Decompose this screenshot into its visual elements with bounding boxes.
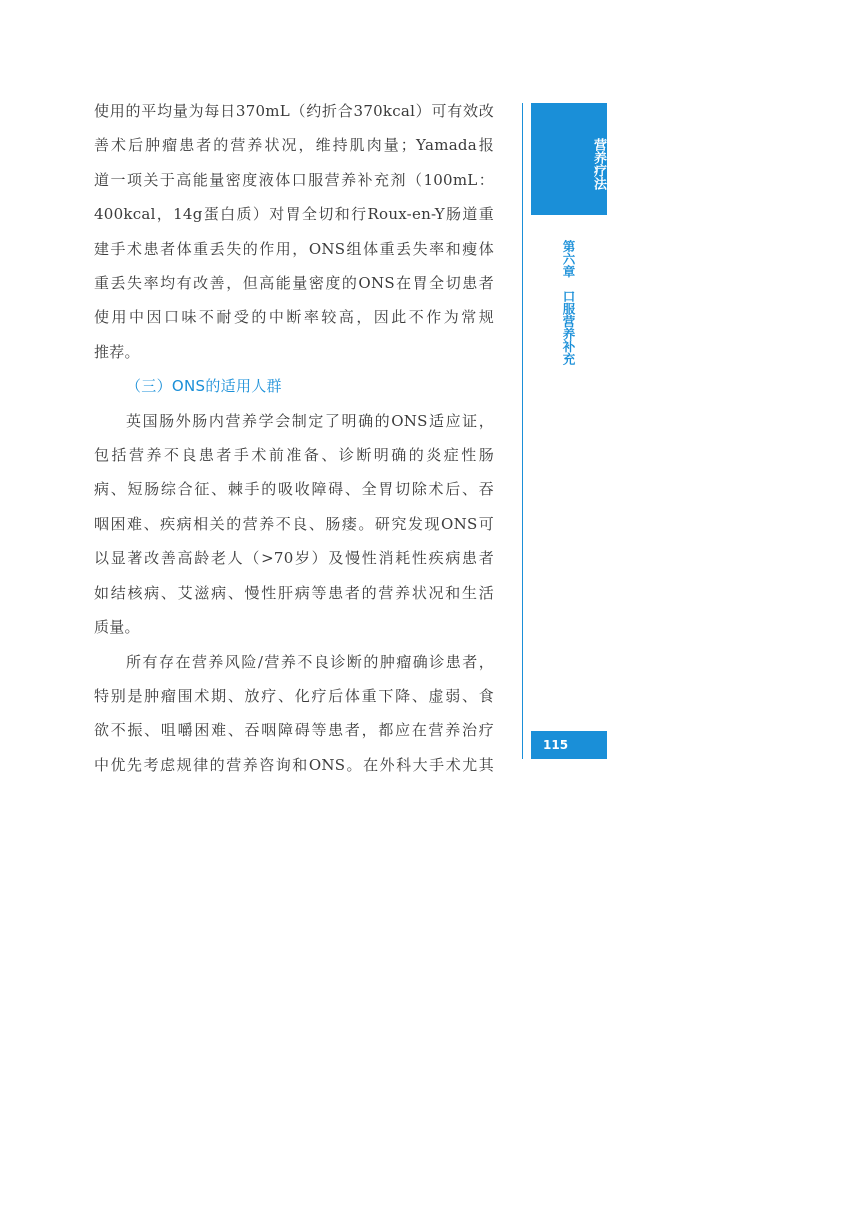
text-line: 善术后肿瘤患者的营养状况，维持肌肉量；Yamada报 (94, 136, 494, 155)
text-line: 重丢失率均有改善，但高能量密度的ONS在胃全切患者 (94, 274, 494, 293)
text-line: 质量。 (94, 618, 140, 637)
column-divider (522, 103, 523, 759)
text-line: 如结核病、艾滋病、慢性肝病等患者的营养状况和生活 (94, 583, 494, 602)
section-tab (531, 103, 607, 215)
text-line: 特别是肿瘤围术期、放疗、化疗后体重下降、虚弱、食 (94, 686, 494, 705)
paragraph-1 (94, 94, 494, 369)
paragraph-2 (94, 404, 494, 645)
text-line: 中优先考虑规律的营养咨询和ONS。在外科大手术尤其 (94, 755, 494, 774)
text-line: 推荐。 (94, 342, 140, 361)
page-number: 115 (543, 738, 569, 752)
section-tab-label: 营养疗法 (591, 138, 606, 190)
text-line: 包括营养不良患者手术前准备、诊断明确的炎症性肠 (94, 446, 494, 465)
page-number-tab (531, 731, 607, 759)
text-line: 400kcal，14g蛋白质）对胃全切和行Roux-en-Y肠道重 (94, 205, 494, 224)
text-line: 使用的平均量为每日370mL（约折合370kcal）可有效改 (94, 102, 494, 120)
text-line: 欲不振、咀嚼困难、吞咽障碍等患者，都应在营养治疗 (94, 721, 494, 740)
text-line: 病、短肠综合征、棘手的吸收障碍、全胃切除术后、吞 (94, 480, 494, 499)
chapter-label: 第六章 口服营养补充 (561, 240, 576, 365)
text-line: 以显著改善高龄老人（>70岁）及慢性消耗性疾病患者 (94, 549, 494, 568)
text-line: 英国肠外肠内营养学会制定了明确的ONS适应证， (126, 411, 494, 430)
text-line: 所有存在营养风险/营养不良诊断的肿瘤确诊患者， (126, 652, 494, 671)
section-subheading: （三）ONS的适用人群 (126, 377, 282, 396)
text-line: 使用中因口味不耐受的中断率较高，因此不作为常规 (94, 308, 494, 327)
body-text (94, 94, 494, 782)
text-line: 咽困难、疾病相关的营养不良、肠瘘。研究发现ONS可 (94, 514, 494, 533)
text-line: 建手术患者体重丢失的作用，ONS组体重丢失率和瘦体 (94, 239, 494, 258)
text-line: 道一项关于高能量密度液体口服营养补充剂（100mL： (94, 170, 494, 189)
paragraph-3 (94, 645, 494, 783)
